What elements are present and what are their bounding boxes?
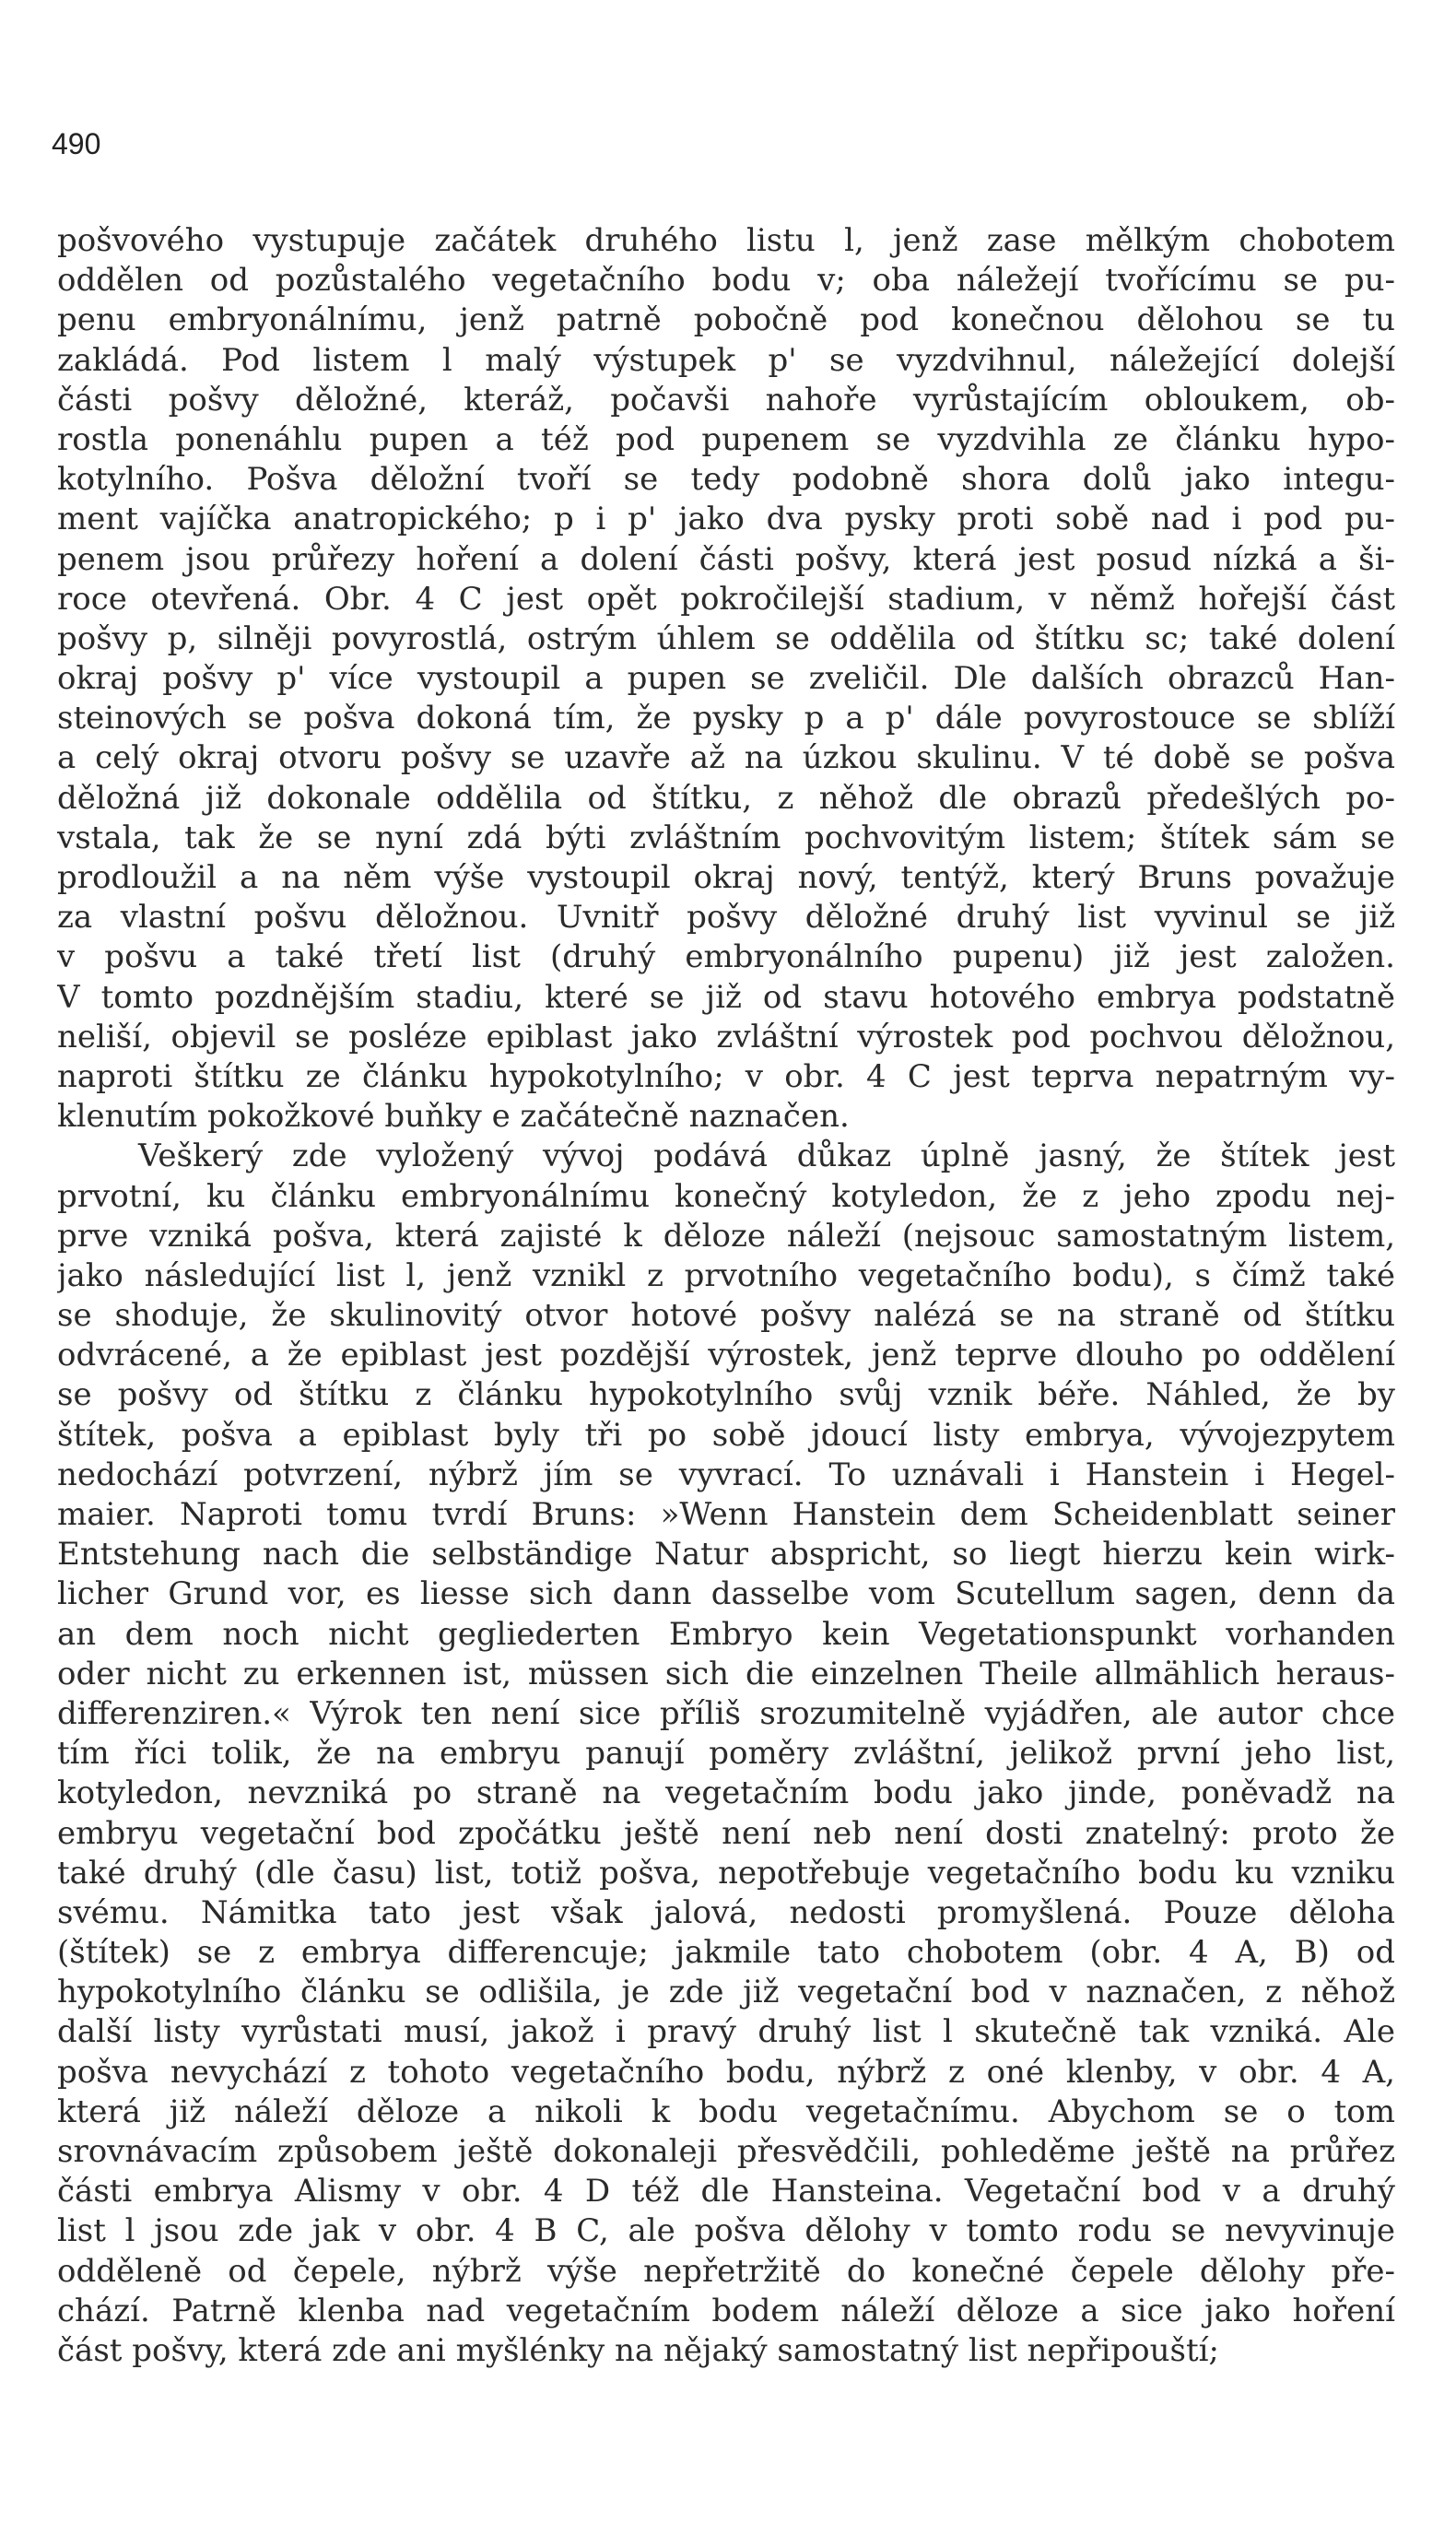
text-line: část pošvy, která zde ani myšlénky na nějaký samostatný list nepřipouští; bbox=[57, 2331, 1219, 2369]
text-line: se shoduje, že skulinovitý otvor hotové pošvy nalézá se na straně od štítku bbox=[57, 1297, 1395, 1335]
text-line: oddělen od pozůstalého vegetačního bodu v; oba náležejí tvořícímu se pu- bbox=[57, 262, 1395, 300]
text-line: v pošvu a také třetí list (druhý embryonálního pupenu) již jest založen. bbox=[57, 938, 1395, 976]
text-line: embryu vegetační bod zpočátku ještě není neb není dosti znatelný: proto že bbox=[57, 1814, 1395, 1852]
text-line: prvotní, ku článku embryonálnímu konečný kotyledon, že z jeho zpodu nej- bbox=[57, 1177, 1395, 1215]
text-line: zakládá. Pod listem l malý výstupek p' se vyzdvihnul, náležející dolejší bbox=[57, 341, 1395, 379]
text-line: hypokotylního článku se odlišila, je zde již vegetační bod v naznačen, z něhož bbox=[57, 1974, 1395, 2011]
text-line: svému. Námitka tato jest však jalová, nedosti promyšlená. Pouze děloha bbox=[57, 1893, 1395, 1931]
text-line: pošvového vystupuje začátek druhého listu l, jenž zase mělkým chobotem bbox=[57, 222, 1395, 259]
text-line: srovnávacím způsobem ještě dokonaleji přesvědčili, pohleděme ještě na průřez bbox=[57, 2133, 1395, 2170]
text-line: části pošvy děložné, kteráž, počavši nahoře vyrůstajícím obloukem, ob- bbox=[57, 381, 1395, 419]
text-line: vstala, tak že se nyní zdá býti zvláštním pochvovitým listem; štítek sám se bbox=[57, 819, 1395, 856]
text-line: za vlastní pošvu děložnou. Uvnitř pošvy děložné druhý list vyvinul se již bbox=[57, 899, 1395, 937]
paragraph bbox=[57, 1137, 1395, 2371]
text-line: chází. Patrně klenba nad vegetačním bodem náleží děloze a sice jako hoření bbox=[57, 2292, 1395, 2329]
text-line: (štítek) se z embrya differencuje; jakmile tato chobotem (obr. 4 A, B) od bbox=[57, 1934, 1395, 1972]
page-number: 490 bbox=[52, 127, 101, 160]
text-line: Entstehung nach die selbständige Natur abspricht, so liegt hierzu kein wirk- bbox=[57, 1536, 1395, 1574]
text-line: an dem noch nicht gegliederten Embryo kein Vegetationspunkt vorhanden bbox=[57, 1615, 1395, 1653]
text-line: odvrácené, a že epiblast jest pozdější výrostek, jenž teprve dlouho po oddělení bbox=[57, 1337, 1395, 1374]
text-line: tím říci tolik, že na embryu panují poměry zvláštní, jelikož první jeho list, bbox=[57, 1735, 1395, 1773]
text-line: okraj pošvy p' více vystoupil a pupen se zveličil. Dle dalších obrazců Han- bbox=[57, 660, 1395, 698]
text-line: pošva nevychází z tohoto vegetačního bodu, nýbrž z oné klenby, v obr. 4 A, bbox=[57, 2053, 1395, 2091]
text-line: list l jsou zde jak v obr. 4 B C, ale pošva dělohy v tomto rodu se nevyvinuje bbox=[57, 2212, 1395, 2250]
text-line: nedochází potvrzení, nýbrž jím se vyvrací. To uznávali i Hanstein i Hegel- bbox=[57, 1456, 1395, 1493]
text-line: prodloužil a na něm výše vystoupil okraj nový, tentýž, který Bruns považuje bbox=[57, 859, 1395, 896]
text-line: prve vzniká pošva, která zajisté k děloze náleží (nejsouc samostatným listem, bbox=[57, 1217, 1395, 1255]
text-line: další listy vyrůstati musí, jakož i pravý druhý list l skutečně tak vzniká. Ale bbox=[57, 2013, 1395, 2051]
text-line: V tomto pozdnějším stadiu, které se již od stavu hotového embrya podstatně bbox=[57, 978, 1395, 1016]
text-line: pošvy p, silněji povyrostlá, ostrým úhlem se oddělila od štítku sc; také dolení bbox=[57, 619, 1395, 657]
text-line: oder nicht zu erkennen ist, müssen sich die einzelnen Theile allmählich heraus- bbox=[57, 1655, 1395, 1692]
text-line: steinových se pošva dokoná tím, že pysky p a p' dále povyrostouce se sblíží bbox=[57, 700, 1395, 737]
text-line: klenutím pokožkové buňky e začátečně naznačen. bbox=[57, 1098, 850, 1136]
text-line: Veškerý zde vyložený vývoj podává důkaz úplně jasný, že štítek jest bbox=[138, 1138, 1395, 1175]
text-line: odděleně od čepele, nýbrž výše nepřetržitě do konečné čepele dělohy pře- bbox=[57, 2252, 1395, 2290]
text-line: differenziren.« Výrok ten není sice příliš srozumitelně vyjádřen, ale autor chce bbox=[57, 1694, 1395, 1732]
text-line: ment vajíčka anatropického; p i p' jako dva pysky proti sobě nad i pod pu- bbox=[57, 501, 1395, 538]
text-line: a celý okraj otvoru pošvy se uzavře až na úzkou skulinu. V té době se pošva bbox=[57, 739, 1395, 777]
text-line: penem jsou průřezy hoření a dolení části pošvy, která jest posud nízká a ši- bbox=[57, 540, 1395, 578]
text-line: která již náleží děloze a nikoli k bodu vegetačnímu. Abychom se o tom bbox=[57, 2093, 1395, 2130]
text-body bbox=[57, 221, 1395, 2371]
text-line: se pošvy od štítku z článku hypokotylního svůj vznik béře. Náhled, že by bbox=[57, 1376, 1395, 1414]
text-line: neliší, objevil se posléze epiblast jako zvláštní výrostek pod pochvou děložnou, bbox=[57, 1018, 1395, 1055]
text-line: štítek, pošva a epiblast byly tři po sobě jdoucí listy embrya, vývojezpytem bbox=[57, 1416, 1395, 1454]
text-line: kotyledon, nevzniká po straně na vegetačním bodu jako jinde, poněvadž na bbox=[57, 1774, 1395, 1812]
text-line: jako následující list l, jenž vznikl z prvotního vegetačního bodu), s čímž také bbox=[57, 1256, 1395, 1294]
text-line: kotylního. Pošva děložní tvoří se tedy podobně shora dolů jako integu- bbox=[57, 461, 1395, 499]
text-line: roce otevřená. Obr. 4 C jest opět pokročilejší stadium, v němž hořejší část bbox=[57, 580, 1395, 618]
text-line: licher Grund vor, es liesse sich dann dasselbe vom Scutellum sagen, denn da bbox=[57, 1575, 1395, 1613]
paragraph bbox=[57, 221, 1395, 1137]
text-line: části embrya Alismy v obr. 4 D též dle Hansteina. Vegetační bod v a druhý bbox=[57, 2173, 1395, 2211]
text-line: rostla ponenáhlu pupen a též pod pupenem se vyzdvihla ze článku hypo- bbox=[57, 420, 1395, 458]
text-line: děložná již dokonale oddělila od štítku, z něhož dle obrazů předešlých po- bbox=[57, 779, 1395, 817]
text-line: také druhý (dle času) list, totiž pošva, nepotřebuje vegetačního bodu ku vzniku bbox=[57, 1854, 1395, 1892]
text-line: naproti štítku ze článku hypokotylního; v obr. 4 C jest teprva nepatrným vy- bbox=[57, 1057, 1395, 1095]
text-line: maier. Naproti tomu tvrdí Bruns: »Wenn Hanstein dem Scheidenblatt seiner bbox=[57, 1496, 1395, 1533]
text-line: penu embryonálnímu, jenž patrně pobočně pod konečnou dělohou se tu bbox=[57, 301, 1395, 339]
